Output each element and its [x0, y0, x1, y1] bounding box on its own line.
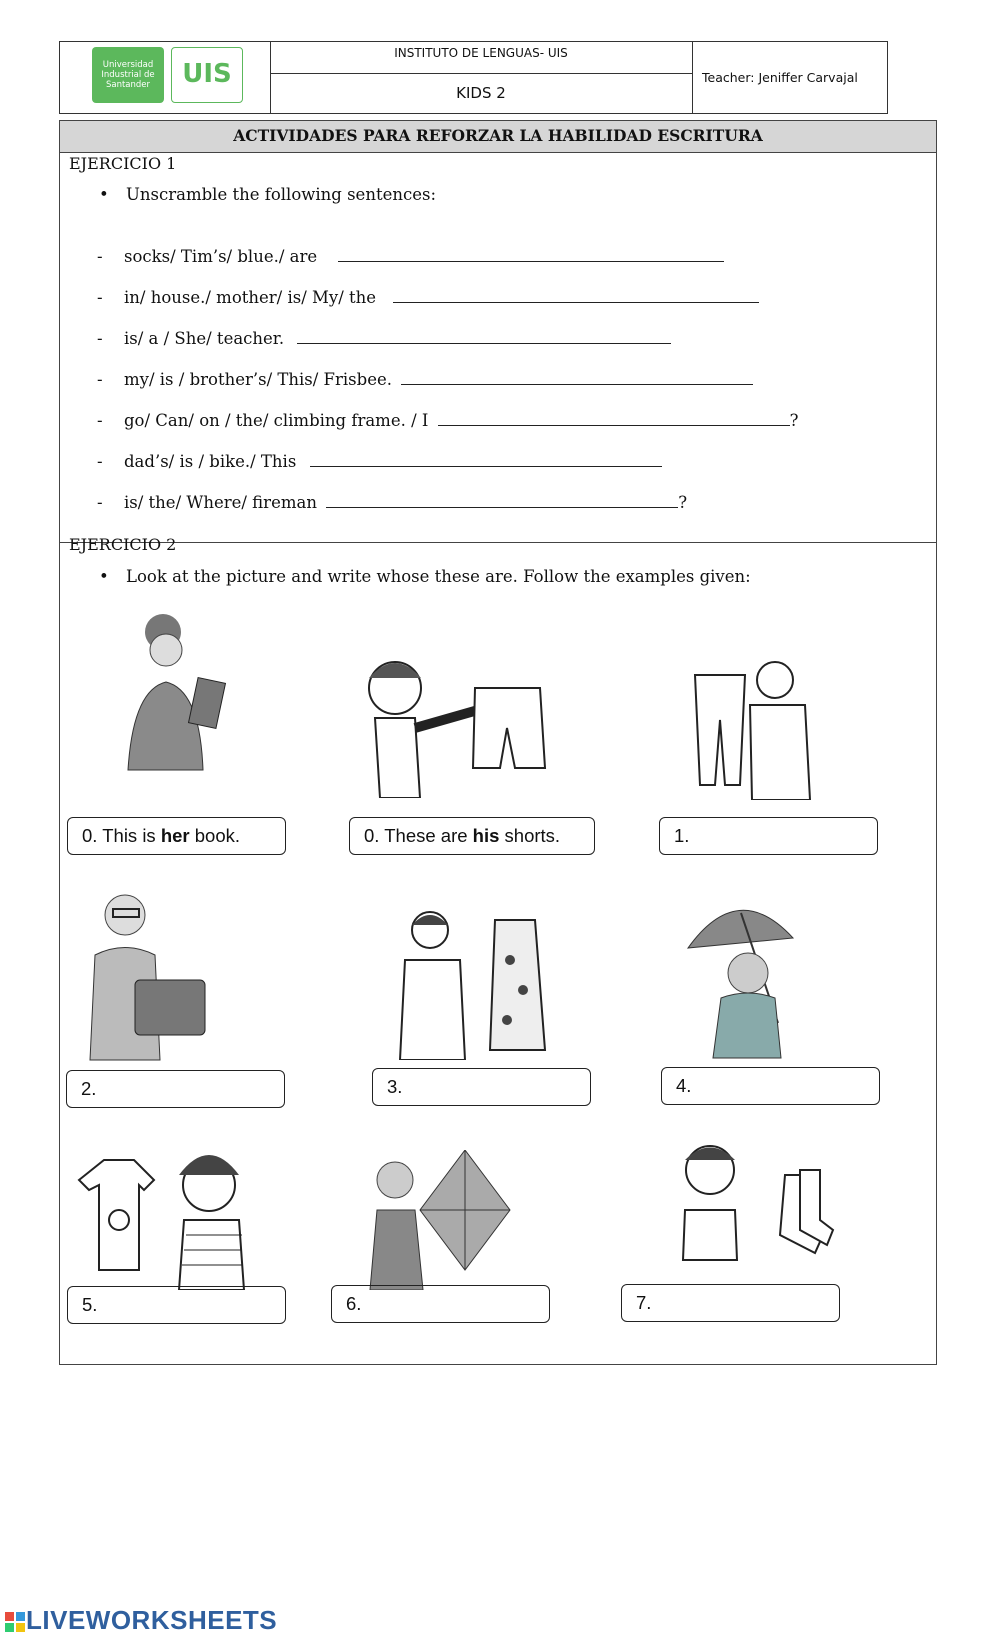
boy-with-shorts-picture: [355, 648, 555, 798]
institute-name: INSTITUTO DE LENGUAS- UIS: [270, 42, 692, 74]
sentence-4: - my/ is / brother’s/ This/ Frisbee.: [124, 370, 753, 389]
answer-line[interactable]: [401, 370, 753, 385]
question-mark: ?: [678, 493, 688, 512]
sentence-6: - dad’s/ is / bike./ This: [124, 452, 662, 471]
answer-box-2[interactable]: 2.: [66, 1070, 285, 1108]
sentence-text: go/ Can/ on / the/ climbing frame. / I: [124, 411, 429, 430]
girl-with-kite-picture: [365, 1150, 515, 1290]
sentence-3: - is/ a / She/ teacher.: [124, 329, 671, 348]
liveworksheets-logo: [4, 1605, 277, 1636]
answer-box-5[interactable]: 5.: [67, 1286, 286, 1324]
answer-line[interactable]: [438, 411, 790, 426]
sentence-text: my/ is / brother’s/ This/ Frisbee.: [124, 370, 392, 389]
header-table: [59, 41, 888, 114]
sentence-text: in/ house./ mother/ is/ My/ the: [124, 288, 377, 307]
sentence-text: is/ a / She/ teacher.: [124, 329, 285, 348]
answer-line[interactable]: [297, 329, 671, 344]
logo-cell: [60, 42, 271, 113]
teacher-name: Teacher: Jeniffer Carvajal: [702, 70, 858, 85]
answer-box-3[interactable]: 3.: [372, 1068, 591, 1106]
answer-line[interactable]: [393, 288, 759, 303]
woman-with-book-picture: [108, 610, 238, 790]
answer-box-6[interactable]: 6.: [331, 1285, 550, 1323]
sentence-1: - socks/ Tim’s/ blue./ are: [124, 247, 724, 266]
uis-logo: UIS: [171, 47, 243, 103]
answer-line[interactable]: [326, 493, 678, 508]
sentence-text: is/ the/ Where/ fireman: [124, 493, 317, 512]
university-logo: Universidad Industrial de Santander: [92, 47, 164, 103]
exercise1-label: EJERCICIO 1: [69, 154, 177, 173]
exercise2-instruction: [99, 567, 751, 586]
title-cell: [270, 42, 693, 113]
man-with-briefcase-picture: [80, 885, 210, 1065]
exercise1-instruction-text: Unscramble the following sentences:: [126, 185, 437, 204]
girl-with-tshirt-picture: [74, 1140, 254, 1290]
answer-box-7[interactable]: 7.: [621, 1284, 840, 1322]
man-with-trousers-picture: [690, 650, 840, 800]
boy-with-socks-picture: [665, 1135, 835, 1265]
answer-line[interactable]: [310, 452, 662, 467]
exercise1-instruction: [99, 185, 437, 204]
sentence-2: - in/ house./ mother/ is/ My/ the: [124, 288, 759, 307]
answer-box-4[interactable]: 4.: [661, 1067, 880, 1105]
grandmother-with-umbrella-picture: [683, 888, 813, 1063]
woman-with-clothes-picture: [395, 900, 565, 1060]
worksheet-title: ACTIVIDADES PARA REFORZAR LA HABILIDAD ESCRITURA: [59, 120, 937, 153]
sentence-text: dad’s/ is / bike./ This: [124, 452, 297, 471]
bullet-dot: •: [99, 567, 109, 586]
sentence-5: - go/ Can/ on / the/ climbing frame. / I ?: [97, 411, 799, 430]
answer-box-1[interactable]: 1.: [659, 817, 878, 855]
question-mark: ?: [789, 411, 799, 430]
sentence-text: socks/ Tim’s/ blue./ are: [124, 247, 318, 266]
example-answer-1[interactable]: 0. This is her book.: [67, 817, 286, 855]
sentence-7: - is/ the/ Where/ fireman ?: [97, 493, 688, 512]
bullet-dot: •: [99, 185, 109, 204]
answer-line[interactable]: [338, 247, 724, 262]
exercise2-instruction-text: Look at the picture and write whose these are. Follow the examples given:: [126, 567, 751, 586]
logo-squares-icon: [4, 1611, 26, 1633]
example-answer-2[interactable]: 0. These are his shorts.: [349, 817, 595, 855]
footer-brand: LIVEWORKSHEETS: [26, 1605, 278, 1635]
exercise2-label: EJERCICIO 2: [69, 535, 177, 554]
section-divider: [59, 542, 937, 543]
course-level: KIDS 2: [456, 84, 506, 102]
